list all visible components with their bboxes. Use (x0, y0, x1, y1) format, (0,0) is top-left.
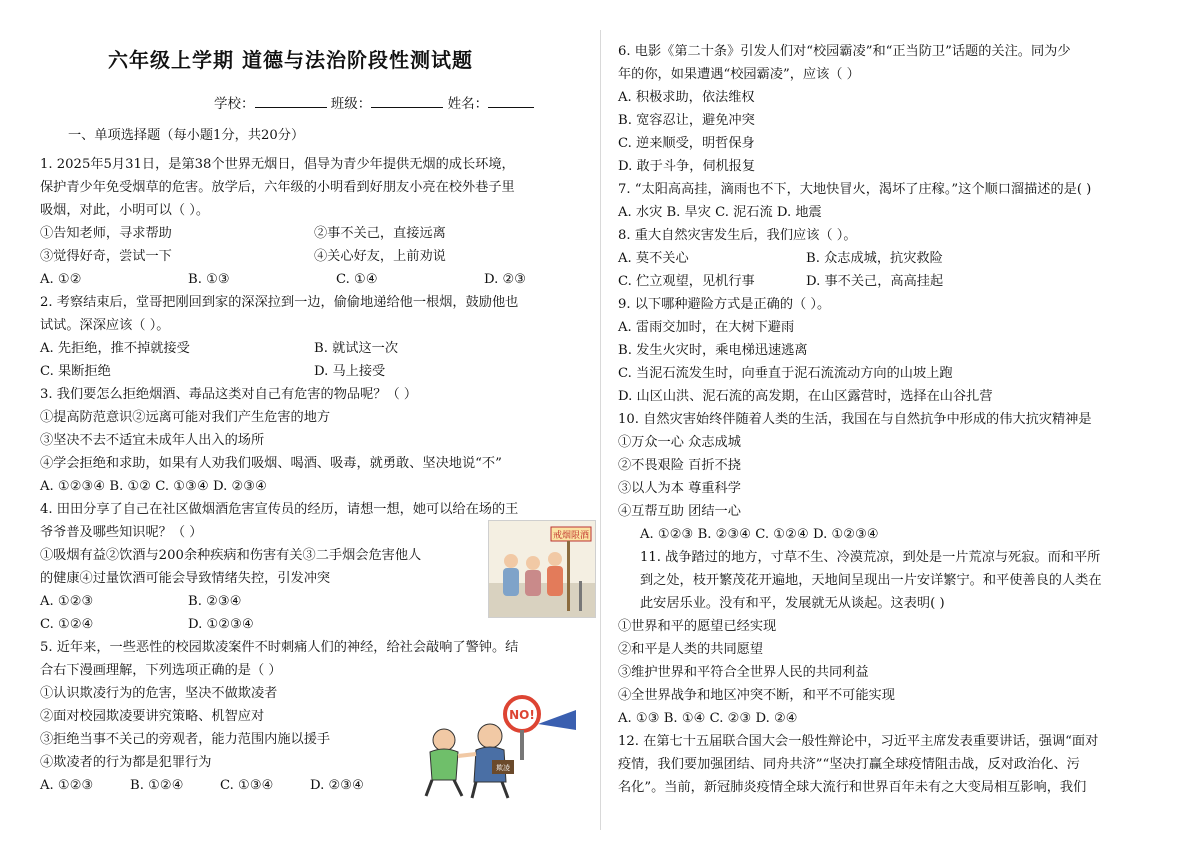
question-line: 疫情，我们要加强团结、同舟共济”“坚决打赢全球疫情阻击战，反对政治化、污 (618, 757, 1080, 772)
option-text: ②事不关己，直接远离 (314, 226, 446, 241)
answer-choice: D. 敢于斗争，伺机报复 (618, 159, 756, 174)
anti-bullying-scene-icon (392, 690, 578, 800)
option-text: ③觉得好奇，尝试一下 (40, 249, 172, 264)
answer-choice: C. ①②④ (40, 617, 94, 632)
student-info (214, 93, 534, 114)
question-line: 保护青少年免受烟草的危害。放学后，六年级的小明看到好朋友小亮在校外巷子里 (40, 180, 515, 195)
question-line: 名化”。当前，新冠肺炎疫情全球大流行和世界百年未有之大变局相互影响，我们 (618, 780, 1087, 795)
option-text: ④全世界战争和地区冲突不断，和平不可能实现 (618, 688, 895, 703)
name-label: 姓名： (447, 96, 489, 112)
answer-choice: D. 马上接受 (314, 364, 386, 379)
question-line: 合右下漫画理解，下列选项正确的是（ ） (40, 663, 282, 678)
question-line: 2. 考察结束后，堂哥把刚回到家的深深拉到一边，偷偷地递给他一根烟，鼓励他也 (40, 295, 519, 310)
answer-choice: C. ①④ (336, 272, 378, 287)
option-text: ④关心好友，上前劝说 (314, 249, 446, 264)
option-text: ④欺凌者的行为都是犯罪行为 (40, 755, 212, 770)
question-line: 吸烟，对此，小明可以（ ）。 (40, 203, 210, 218)
option-text: ①吸烟有益②饮酒与200余种疾病和伤害有关③二手烟会危害他人 (40, 548, 422, 563)
answer-choice: A. ①② (40, 272, 82, 287)
answer-choice: B. 就试这一次 (314, 341, 399, 356)
option-text: ②不畏艰险 百折不挠 (618, 458, 741, 473)
option-text: ②面对校园欺凌要讲究策略、机智应对 (40, 709, 265, 724)
no-sign-text: NO! (509, 708, 535, 722)
bullying-cartoon-illustration (392, 690, 578, 800)
answer-choice: C. 果断拒绝 (40, 364, 111, 379)
answer-choice: B. ①③ (188, 272, 230, 287)
answer-choice: C. 逆来顺受，明哲保身 (618, 136, 755, 151)
column-divider (600, 30, 601, 830)
answer-choice: D. 山区山洪、泥石流的高发期，在山区露营时，选择在山谷扎营 (618, 389, 993, 404)
question-line: 10. 自然灾害始终伴随着人类的生活，我国在与自然抗争中形成的伟大抗灾精神是 (618, 412, 1092, 427)
name-blank[interactable] (488, 93, 534, 108)
option-text: ②和平是人类的共同愿望 (618, 642, 764, 657)
question-line: 12. 在第七十五届联合国大会一般性辩论中，习近平主席发表重要讲话，强调“面对 (618, 734, 1099, 749)
class-blank[interactable] (371, 93, 443, 108)
answer-choice: A. 先拒绝，推不掉就接受 (40, 341, 190, 356)
answer-choice: B. 宽容忍让，避免冲突 (618, 113, 755, 128)
question-line: 4. 田田分享了自己在社区做烟酒危害宣传员的经历，请想一想，她可以给在场的王 (40, 502, 519, 517)
school-blank[interactable] (255, 93, 327, 108)
question-line: 1. 2025年5月31日，是第38个世界无烟日，倡导为青少年提供无烟的成长环境， (40, 157, 515, 172)
poster-sign-text: 戒烟限酒 (552, 531, 590, 541)
option-text: ③以人为本 尊重科学 (618, 481, 741, 496)
question-line: 年的你，如果遭遇“校园霸凌”，应该（ ） (618, 67, 860, 82)
answer-choice: B. ②③④ (188, 594, 242, 609)
answer-choice: C. 伫立观望，见机行事 (618, 274, 755, 289)
option-text: ③坚决不去不适宜未成年人出入的场所 (40, 433, 265, 448)
page-title: 六年级上学期 道德与法治阶段性测试题 (108, 48, 473, 72)
option-text: ①提高防范意识②远离可能对我们产生危害的地方 (40, 410, 331, 425)
option-text: ③维护世界和平符合全世界人民的共同利益 (618, 665, 869, 680)
section-heading: 一、单项选择题（每小题1分，共20分） (68, 128, 305, 143)
question-line: 6. 电影《第二十条》引发人们对“校园霸凌”和“正当防卫”话题的关注。同为少 (618, 44, 1071, 59)
answer-choice: A. ①③ B. ①④ C. ②③ D. ②④ (618, 711, 798, 726)
answer-choice: A. ①②③ (40, 594, 94, 609)
option-text: 的健康④过量饮酒可能会导致情绪失控，引发冲突 (40, 571, 331, 586)
option-text: ①告知老师，寻求帮助 (40, 226, 172, 241)
answer-choice: A. ①②③ B. ②③④ C. ①②④ D. ①②③④ (640, 527, 879, 542)
bag-label-text: 欺凌 (496, 764, 510, 772)
option-text: ③拒绝当事不关己的旁观者，能力范围内施以援手 (40, 732, 331, 747)
answer-choice: D. ②③④ (310, 778, 364, 793)
question-line: 此安居乐业。没有和平，发展就无从谈起。这表明( ) (640, 596, 945, 611)
question-line: 爷爷普及哪些知识呢？（ ） (40, 525, 203, 540)
answer-choice: D. ①②③④ (188, 617, 254, 632)
answer-choice: A. 积极求助，依法维权 (618, 90, 755, 105)
question-line: 8. 重大自然灾害发生后，我们应该（ ）。 (618, 228, 857, 243)
question-line: 3. 我们要怎么拒绝烟酒、毒品这类对自己有危害的物品呢？（ ） (40, 387, 418, 402)
class-label: 班级： (330, 96, 372, 112)
answer-choice: B. ①②④ (130, 778, 184, 793)
answer-choice: A. 莫不关心 (618, 251, 689, 266)
option-text: ①认识欺凌行为的危害，坚决不做欺凌者 (40, 686, 278, 701)
answer-choice: C. ①③④ (220, 778, 274, 793)
answer-choice: B. 发生火灾时，乘电梯迅速逃离 (618, 343, 808, 358)
question-line: 11. 战争踏过的地方，寸草不生、冷漠荒凉，到处是一片荒凉与死寂。而和平所 (640, 550, 1101, 565)
answer-choice: C. 当泥石流发生时，向垂直于泥石流流动方向的山坡上跑 (618, 366, 953, 381)
option-text: ①世界和平的愿望已经实现 (618, 619, 777, 634)
answer-choice: B. 众志成城，抗灾救险 (806, 251, 943, 266)
answer-choice: A. 水灾 B. 旱灾 C. 泥石流 D. 地震 (618, 205, 822, 220)
option-text: ④互帮互助 团结一心 (618, 504, 741, 519)
answer-choice: A. ①②③ (40, 778, 94, 793)
answer-choice: D. ②③ (484, 272, 527, 287)
option-text: ④学会拒绝和求助，如果有人劝我们吸烟、喝酒、吸毒，就勇敢、坚决地说“不” (40, 456, 502, 471)
question-line: 9. 以下哪种避险方式是正确的（ ）。 (618, 297, 831, 312)
community-scene-icon (489, 521, 595, 617)
question-line: 7. “太阳高高挂，滴雨也不下，大地快冒火，渴坏了庄稼。”这个顺口溜描述的是( ) (618, 182, 1092, 197)
question-line: 5. 近年来，一些恶性的校园欺凌案件不时刺痛人们的神经，给社会敲响了警钟。结 (40, 640, 519, 655)
school-label: 学校： (214, 96, 255, 112)
smoking-awareness-illustration (488, 520, 596, 618)
question-line: 到之处，枝开繁茂花开遍地，天地间呈现出一片安详繁宁。和平使善良的人类在 (640, 573, 1102, 588)
option-text: ①万众一心 众志成城 (618, 435, 741, 450)
answer-choice: A. ①②③④ B. ①② C. ①③④ D. ②③④ (40, 479, 267, 494)
question-line: 试试。深深应该（ ）。 (40, 318, 170, 333)
answer-choice: A. 雷雨交加时，在大树下避雨 (618, 320, 795, 335)
answer-choice: D. 事不关己，高高挂起 (806, 274, 944, 289)
